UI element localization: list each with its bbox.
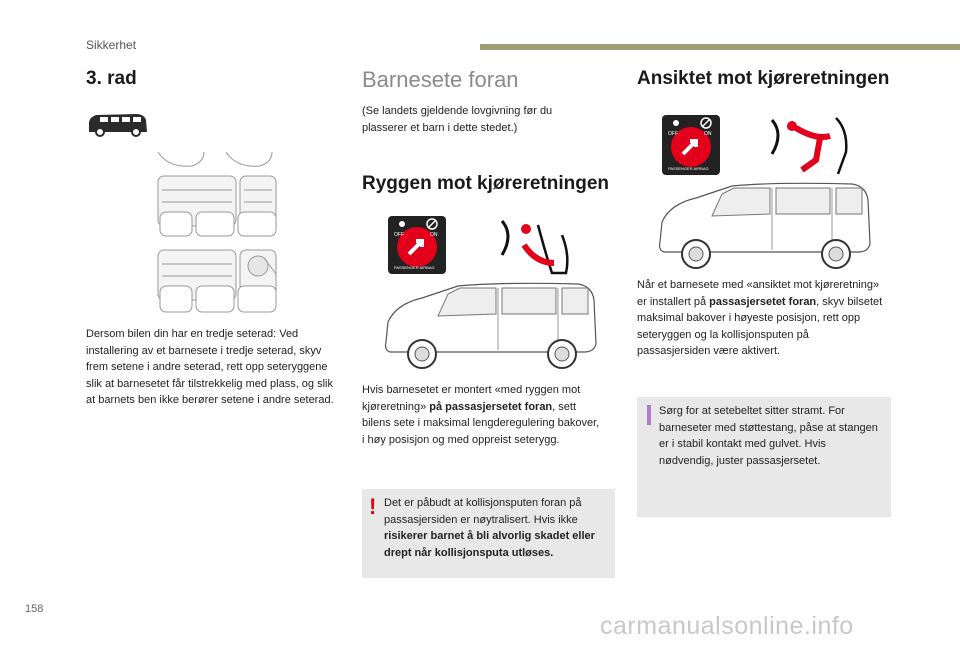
col3-body-pre: Når et barnesete med «ansiktet mot kjøreretning» er installert på — [637, 279, 880, 308]
airbag-label-forward — [662, 115, 720, 175]
child-seat-rearward-icon — [492, 215, 576, 279]
col1-title: 3. rad — [86, 68, 137, 89]
col3-title: Ansiktet mot kjøreretningen — [637, 68, 890, 89]
airbag-off-text-forward: OFF — [668, 131, 678, 137]
van-side-icon — [86, 110, 150, 138]
col2-body-bold: på passasjersetet foran — [429, 400, 553, 413]
page-number: 158 — [25, 603, 44, 615]
col3-body — [637, 277, 883, 360]
header-bar — [480, 44, 960, 50]
section-label: Sikkerhet — [86, 38, 137, 52]
col1-body: Dersom bilen din har en tredje seterad: Ved installering av et barnesete i tredje seterad, skyv frem setene i andre seterad, rett opp seteryggene slik at barnesetet får tilstrekkelig med plass, og slik at barnets ben ikke berører setene i andre seterad. — [86, 328, 334, 407]
col2-body-pre: Hvis barnesetet er montert «med ryggen mot kjøreretning» — [362, 384, 581, 413]
warning-box — [362, 489, 615, 578]
info-text: Sørg for at setebeltet sitter stramt. For barneseter med støttestang, påse at stangen er i stabil kontakt med gulvet. Hvis nødvendig, juster passasjersetet. — [659, 405, 878, 467]
col2-intro: (Se landets gjeldende lovgivning før du plasserer et barn i dette stedet.) — [362, 105, 553, 134]
airbag-on-text-forward: ON — [704, 131, 712, 137]
warning-text-bold: risikerer barnet å bli alvorlig skadet eller drept når kollisjonsputa utløses. — [384, 530, 595, 559]
col3-body-post: , skyv bilsetet maksimal bakover i høyeste posisjon, rett opp seteryggen og la kollisjonsputen på passasjersiden være aktivert. — [637, 295, 883, 358]
airbag-label-rearward — [388, 216, 446, 274]
col2-subtitle: Ryggen mot kjøreretningen — [362, 173, 610, 194]
col2-body-post: , sett bilens sete i maksimal lengderegulering bakover, i høy posisjon og med oppreist seterygg. — [362, 400, 600, 446]
info-box — [637, 397, 891, 517]
col2-body — [362, 382, 602, 448]
van-illustration-rearward — [378, 280, 598, 372]
warning-exclamation-icon: ! — [369, 494, 377, 519]
warning-text-pre: Det er påbudt at kollisjonsputen foran på passasjersiden er nøytralisert. Hvis ikke — [384, 497, 582, 526]
airbag-off-text: OFF — [394, 232, 404, 238]
col3-body-bold: passasjersetet foran — [709, 295, 817, 308]
airbag-ring-text-forward: PASSENGER AIRBAG — [668, 166, 709, 171]
airbag-ring-text: PASSENGER AIRBAG — [394, 265, 435, 270]
airbag-on-text: ON — [430, 232, 438, 238]
seat-rows-diagram — [152, 146, 282, 318]
warning-text — [384, 495, 606, 561]
col2-title: Barnesete foran — [362, 67, 519, 92]
info-i-icon — [647, 405, 651, 425]
child-seat-forward-icon — [766, 112, 858, 178]
van-illustration-forward — [652, 180, 872, 272]
watermark: carmanualsonline.info — [600, 612, 854, 640]
